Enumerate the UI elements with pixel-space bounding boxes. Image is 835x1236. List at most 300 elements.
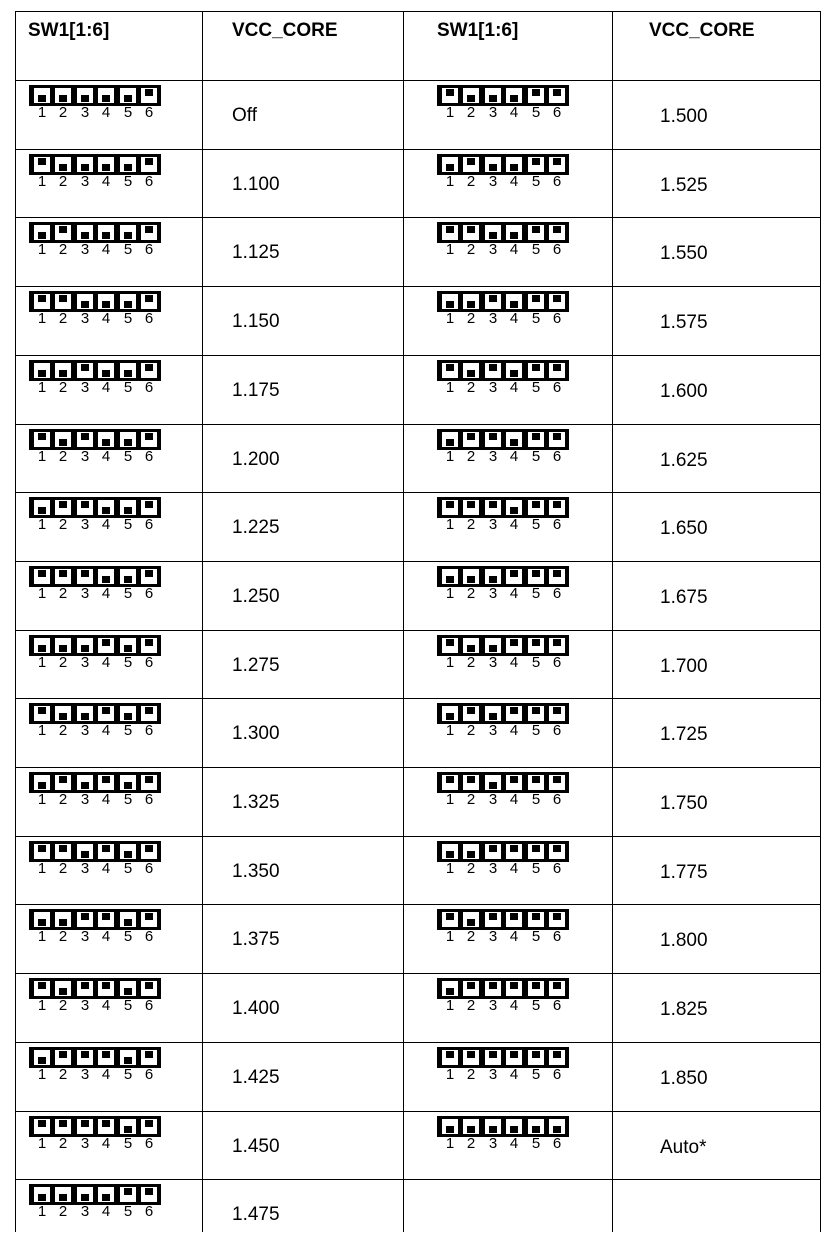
switch-knob	[553, 845, 561, 852]
vcc-core-value: 1.425	[232, 1067, 280, 1088]
switch-2-up	[55, 500, 71, 515]
switch-5-up	[528, 912, 544, 927]
switch-4-down	[98, 500, 114, 515]
switch-knob	[532, 639, 540, 646]
vcc-core-value: 1.500	[660, 106, 708, 127]
switch-knob	[446, 1051, 454, 1058]
switch-knob	[489, 982, 497, 989]
switch-5-down	[120, 706, 136, 721]
switch-knob	[81, 501, 89, 508]
switch-knob	[510, 507, 518, 514]
vcc-core-value: 1.100	[232, 174, 280, 195]
switch-knob	[489, 295, 497, 302]
switch-4-down	[506, 157, 522, 172]
row-rule-7	[15, 561, 821, 562]
switch-number-label: 4	[101, 1135, 111, 1152]
switch-1-down	[442, 294, 458, 309]
switch-number-label: 2	[58, 654, 68, 671]
switch-knob	[59, 1194, 67, 1201]
switch-5-up	[120, 1187, 136, 1202]
switch-5-up	[528, 569, 544, 584]
switch-knob	[59, 988, 67, 995]
switch-knob	[553, 913, 561, 920]
vcc-core-value: 1.725	[660, 724, 708, 745]
switch-1-up	[34, 157, 50, 172]
switch-4-up	[506, 1050, 522, 1065]
switch-number-label: 1	[445, 585, 455, 602]
switch-number-label: 2	[58, 722, 68, 739]
switch-number-label: 4	[101, 104, 111, 121]
switch-5-up	[528, 500, 544, 515]
switch-number-label: 6	[144, 173, 154, 190]
switch-number-label: 4	[101, 928, 111, 945]
switch-number-label: 6	[144, 722, 154, 739]
dip-switch-graphic	[437, 85, 569, 121]
switch-3-up	[77, 500, 93, 515]
switch-knob	[489, 713, 497, 720]
switch-knob	[59, 919, 67, 926]
switch-number-label: 5	[531, 928, 541, 945]
switch-4-down	[98, 88, 114, 103]
switch-5-up	[528, 981, 544, 996]
table-border-top	[15, 11, 821, 12]
switch-number-label: 3	[488, 310, 498, 327]
switch-2-up	[463, 500, 479, 515]
switch-3-up	[77, 569, 93, 584]
vcc-core-value: 1.375	[232, 929, 280, 950]
switch-knob	[489, 164, 497, 171]
switch-number-label: 3	[488, 379, 498, 396]
switch-number-label: 3	[488, 928, 498, 945]
switch-5-up	[528, 432, 544, 447]
switch-3-up	[485, 363, 501, 378]
dip-switch-graphic	[29, 703, 161, 739]
switch-2-up	[55, 1119, 71, 1134]
switch-number-label: 4	[509, 654, 519, 671]
switch-number-label: 6	[552, 722, 562, 739]
dip-switch-graphic	[29, 566, 161, 602]
switch-knob	[102, 1120, 110, 1127]
switch-6-up	[549, 775, 565, 790]
switch-number-label: 2	[58, 860, 68, 877]
switch-number-label: 2	[58, 928, 68, 945]
switch-number-label: 6	[144, 928, 154, 945]
vcc-core-value: 1.150	[232, 311, 280, 332]
switch-4-down	[98, 157, 114, 172]
switch-number-label: 1	[37, 928, 47, 945]
switch-number-label: 4	[101, 241, 111, 258]
switch-6-up	[549, 432, 565, 447]
switch-number-label: 1	[37, 860, 47, 877]
row-rule-6	[15, 492, 821, 493]
switch-knob	[81, 913, 89, 920]
switch-3-down	[77, 1187, 93, 1202]
switch-3-down	[77, 88, 93, 103]
switch-knob	[553, 570, 561, 577]
row-rule-3	[15, 286, 821, 287]
switch-1-up	[442, 775, 458, 790]
switch-number-label: 5	[531, 379, 541, 396]
switch-number-label: 5	[123, 791, 133, 808]
switch-4-down	[98, 569, 114, 584]
switch-3-down	[77, 638, 93, 653]
switch-4-up	[98, 706, 114, 721]
switch-1-down	[34, 638, 50, 653]
switch-number-label: 6	[552, 516, 562, 533]
switch-2-down	[463, 844, 479, 859]
row-rule-4	[15, 355, 821, 356]
switch-knob	[532, 776, 540, 783]
switch-knob	[467, 645, 475, 652]
switch-knob	[145, 501, 153, 508]
switch-2-down	[55, 432, 71, 447]
switch-number-label: 1	[445, 1135, 455, 1152]
switch-number-label: 1	[37, 516, 47, 533]
vcc-core-value: 1.625	[660, 450, 708, 471]
vcc-core-value: 1.200	[232, 449, 280, 470]
switch-4-down	[98, 225, 114, 240]
switch-number-label: 4	[509, 241, 519, 258]
switch-knob	[59, 845, 67, 852]
switch-2-up	[463, 981, 479, 996]
switch-number-label: 4	[509, 722, 519, 739]
switch-knob	[532, 1126, 540, 1133]
switch-number-label: 5	[123, 173, 133, 190]
switch-knob	[124, 507, 132, 514]
switch-number-label: 3	[80, 654, 90, 671]
switch-number-label: 5	[531, 997, 541, 1014]
switch-knob	[38, 782, 46, 789]
switch-number-label: 1	[445, 860, 455, 877]
switch-knob	[510, 1126, 518, 1133]
switch-6-up	[141, 706, 157, 721]
switch-knob	[467, 226, 475, 233]
vcc-core-value: 1.675	[660, 587, 708, 608]
switch-knob	[102, 95, 110, 102]
switch-number-label: 2	[466, 928, 476, 945]
switch-4-up	[98, 1119, 114, 1134]
switch-knob	[532, 707, 540, 714]
vcc-core-value: Auto*	[660, 1137, 707, 1158]
switch-knob	[145, 707, 153, 714]
switch-knob	[510, 1051, 518, 1058]
switch-knob	[59, 570, 67, 577]
switch-number-label: 6	[144, 654, 154, 671]
switch-5-up	[528, 294, 544, 309]
switch-number-label: 1	[37, 1203, 47, 1220]
switch-knob	[102, 576, 110, 583]
vcc-core-value: 1.825	[660, 999, 708, 1020]
header-vcc-core-left: VCC_CORE	[232, 20, 338, 41]
switch-knob	[553, 364, 561, 371]
switch-6-up	[549, 363, 565, 378]
switch-2-down	[55, 1187, 71, 1202]
switch-1-up	[442, 500, 458, 515]
switch-number-label: 3	[488, 448, 498, 465]
switch-knob	[510, 570, 518, 577]
switch-number-label: 6	[552, 241, 562, 258]
switch-knob	[446, 913, 454, 920]
switch-number-label: 4	[101, 516, 111, 533]
switch-number-label: 2	[466, 722, 476, 739]
switch-number-label: 5	[123, 654, 133, 671]
switch-number-label: 5	[531, 860, 541, 877]
switch-knob	[489, 645, 497, 652]
switch-knob	[81, 301, 89, 308]
switch-3-up	[485, 844, 501, 859]
switch-knob	[102, 301, 110, 308]
switch-knob	[124, 1188, 132, 1195]
switch-number-label: 4	[509, 997, 519, 1014]
switch-knob	[59, 226, 67, 233]
switch-knob	[124, 851, 132, 858]
switch-3-up	[485, 294, 501, 309]
vcc-core-value: 1.275	[232, 655, 280, 676]
switch-5-down	[120, 775, 136, 790]
switch-knob	[467, 501, 475, 508]
switch-6-up	[549, 88, 565, 103]
dip-switch-graphic	[29, 635, 161, 671]
switch-3-down	[77, 294, 93, 309]
switch-4-down	[506, 88, 522, 103]
switch-number-label: 5	[531, 104, 541, 121]
switch-knob	[59, 295, 67, 302]
switch-number-label: 6	[552, 928, 562, 945]
switch-2-down	[463, 363, 479, 378]
dip-switch-graphic	[437, 978, 569, 1014]
switch-knob	[81, 1120, 89, 1127]
switch-5-down	[120, 500, 136, 515]
switch-1-down	[34, 1050, 50, 1065]
switch-1-up	[442, 912, 458, 927]
row-rule-5	[15, 424, 821, 425]
switch-2-down	[463, 638, 479, 653]
switch-5-up	[528, 1050, 544, 1065]
switch-knob	[510, 913, 518, 920]
switch-knob	[532, 845, 540, 852]
switch-2-up	[55, 1050, 71, 1065]
switch-5-down	[120, 844, 136, 859]
switch-knob	[553, 707, 561, 714]
switch-number-label: 6	[144, 516, 154, 533]
row-rule-15	[15, 1111, 821, 1112]
switch-number-label: 5	[531, 310, 541, 327]
switch-1-down	[442, 706, 458, 721]
switch-knob	[489, 576, 497, 583]
switch-knob	[489, 1126, 497, 1133]
switch-knob	[102, 439, 110, 446]
switch-number-label: 2	[58, 310, 68, 327]
switch-knob	[467, 370, 475, 377]
header-sw1-right: SW1[1:6]	[437, 20, 519, 41]
vcc-core-value: 1.250	[232, 586, 280, 607]
switch-knob	[145, 639, 153, 646]
dip-switch-graphic	[437, 909, 569, 945]
switch-number-label: 5	[531, 722, 541, 739]
switch-6-up	[549, 706, 565, 721]
switch-knob	[124, 232, 132, 239]
switch-knob	[81, 1194, 89, 1201]
switch-1-down	[34, 1187, 50, 1202]
switch-2-down	[55, 981, 71, 996]
switch-1-down	[34, 363, 50, 378]
switch-number-label: 2	[466, 1135, 476, 1152]
switch-knob	[102, 370, 110, 377]
switch-number-label: 6	[552, 1135, 562, 1152]
switch-number-label: 3	[488, 791, 498, 808]
switch-knob	[446, 576, 454, 583]
switch-6-up	[141, 157, 157, 172]
column-rule-2	[403, 11, 404, 1232]
switch-number-label: 4	[101, 860, 111, 877]
switch-1-down	[34, 500, 50, 515]
switch-knob	[38, 707, 46, 714]
switch-5-down	[120, 569, 136, 584]
switch-number-label: 1	[37, 241, 47, 258]
switch-knob	[553, 639, 561, 646]
switch-5-up	[528, 225, 544, 240]
row-rule-9	[15, 698, 821, 699]
switch-number-label: 2	[466, 1066, 476, 1083]
switch-number-label: 1	[37, 791, 47, 808]
switch-1-down	[442, 844, 458, 859]
switch-knob	[510, 232, 518, 239]
switch-number-label: 4	[101, 310, 111, 327]
switch-1-down	[34, 912, 50, 927]
header-sw1-left: SW1[1:6]	[28, 20, 110, 41]
switch-3-down	[77, 844, 93, 859]
switch-number-label: 5	[123, 310, 133, 327]
switch-number-label: 6	[552, 448, 562, 465]
switch-number-label: 1	[445, 722, 455, 739]
switch-knob	[489, 364, 497, 371]
switch-knob	[38, 645, 46, 652]
switch-3-up	[77, 981, 93, 996]
switch-5-up	[528, 363, 544, 378]
switch-2-up	[55, 775, 71, 790]
switch-knob	[38, 845, 46, 852]
switch-3-up	[77, 432, 93, 447]
switch-knob	[446, 1126, 454, 1133]
switch-1-down	[442, 157, 458, 172]
switch-number-label: 3	[80, 448, 90, 465]
switch-number-label: 4	[101, 1066, 111, 1083]
switch-6-up	[141, 88, 157, 103]
dip-switch-graphic	[437, 1047, 569, 1083]
switch-number-label: 5	[123, 1135, 133, 1152]
switch-4-up	[98, 1050, 114, 1065]
switch-number-label: 5	[123, 1066, 133, 1083]
switch-knob	[553, 1126, 561, 1133]
switch-knob	[102, 164, 110, 171]
switch-number-label: 3	[488, 722, 498, 739]
switch-4-up	[98, 981, 114, 996]
switch-1-up	[34, 1119, 50, 1134]
switch-knob	[553, 433, 561, 440]
switch-knob	[38, 95, 46, 102]
vcc-core-value: 1.800	[660, 930, 708, 951]
switch-5-down	[120, 432, 136, 447]
switch-number-label: 5	[123, 241, 133, 258]
switch-number-label: 3	[80, 1066, 90, 1083]
switch-5-up	[528, 706, 544, 721]
switch-2-down	[55, 88, 71, 103]
switch-number-label: 6	[144, 310, 154, 327]
switch-knob	[124, 919, 132, 926]
switch-knob	[38, 158, 46, 165]
switch-number-label: 6	[144, 104, 154, 121]
switch-knob	[489, 845, 497, 852]
switch-number-label: 3	[488, 173, 498, 190]
switch-knob	[467, 919, 475, 926]
switch-knob	[532, 226, 540, 233]
switch-knob	[59, 370, 67, 377]
switch-number-label: 1	[445, 997, 455, 1014]
switch-knob	[81, 782, 89, 789]
switch-knob	[124, 713, 132, 720]
switch-knob	[446, 89, 454, 96]
switch-knob	[510, 95, 518, 102]
switch-number-label: 3	[80, 860, 90, 877]
switch-number-label: 2	[466, 585, 476, 602]
switch-knob	[38, 1057, 46, 1064]
switch-knob	[145, 89, 153, 96]
switch-number-label: 6	[144, 1135, 154, 1152]
switch-6-down	[549, 1119, 565, 1134]
switch-number-label: 2	[58, 516, 68, 533]
switch-number-label: 3	[80, 241, 90, 258]
switch-1-up	[34, 844, 50, 859]
switch-number-label: 5	[123, 448, 133, 465]
switch-number-label: 3	[80, 928, 90, 945]
switch-5-up	[528, 638, 544, 653]
switch-knob	[124, 439, 132, 446]
switch-knob	[489, 1051, 497, 1058]
switch-knob	[81, 1051, 89, 1058]
vcc-core-value: 1.700	[660, 656, 708, 677]
vcc-core-value: 1.475	[232, 1204, 280, 1225]
switch-number-label: 1	[37, 104, 47, 121]
switch-1-up	[442, 363, 458, 378]
switch-knob	[124, 576, 132, 583]
switch-number-label: 5	[123, 379, 133, 396]
switch-knob	[532, 982, 540, 989]
switch-number-label: 5	[531, 516, 541, 533]
switch-knob	[467, 776, 475, 783]
switch-number-label: 3	[80, 791, 90, 808]
switch-knob	[38, 232, 46, 239]
row-rule-16	[15, 1179, 821, 1180]
switch-number-label: 5	[123, 585, 133, 602]
switch-knob	[38, 1120, 46, 1127]
switch-number-label: 1	[37, 379, 47, 396]
switch-number-label: 4	[101, 585, 111, 602]
switch-knob	[553, 982, 561, 989]
vcc-core-value: Off	[232, 105, 257, 126]
dip-switch-graphic	[29, 978, 161, 1014]
switch-number-label: 4	[509, 860, 519, 877]
column-rule-4	[820, 11, 821, 1232]
switch-4-up	[506, 569, 522, 584]
switch-2-down	[463, 88, 479, 103]
vcc-core-value: 1.575	[660, 312, 708, 333]
switch-knob	[124, 645, 132, 652]
switch-1-down	[442, 432, 458, 447]
dip-switch-graphic	[29, 1116, 161, 1152]
switch-knob	[81, 713, 89, 720]
switch-1-up	[442, 225, 458, 240]
switch-number-label: 3	[80, 997, 90, 1014]
